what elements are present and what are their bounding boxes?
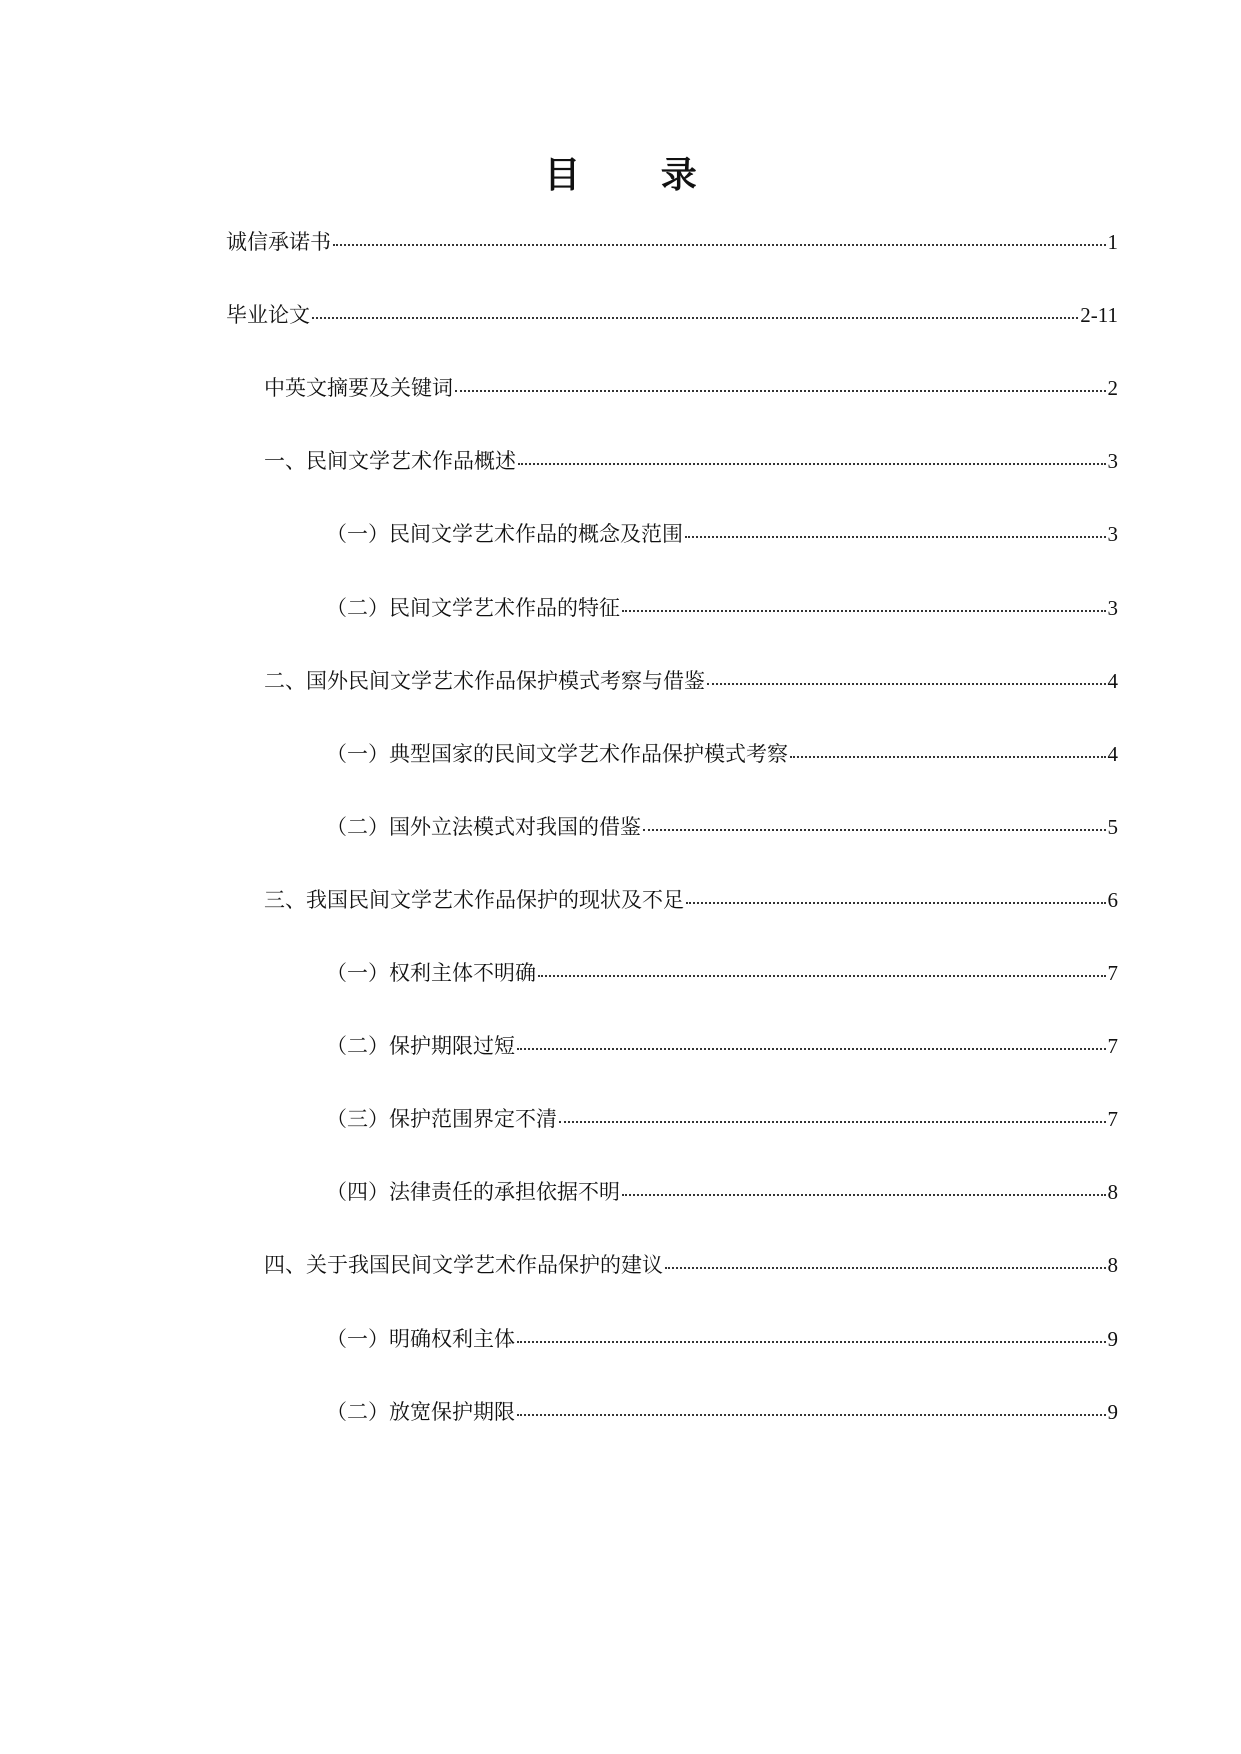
toc-entry-label: 二、国外民间文学艺术作品保护模式考察与借鉴 [264,669,705,693]
dot-leader [517,1317,1106,1343]
dot-leader [559,1097,1106,1123]
toc-entry-page-number: 4 [1107,742,1118,766]
toc-entry[interactable] [264,881,1118,915]
dot-leader [665,1243,1106,1269]
toc-entry-label: （一）民间文学艺术作品的概念及范围 [326,522,683,546]
toc-entry-page-number: 1 [1107,230,1118,254]
toc-entry[interactable] [226,223,1118,257]
toc-entry-page-number: 6 [1107,888,1118,912]
toc-entry-label: （一）权利主体不明确 [326,961,536,985]
toc-entry-label: （三）保护范围界定不清 [326,1107,557,1131]
page-title: 目 录 [544,155,731,196]
toc-entry[interactable] [326,1100,1118,1134]
toc-entry[interactable] [264,662,1118,696]
toc-entry[interactable] [326,1173,1118,1207]
toc-entry[interactable] [226,296,1118,330]
toc-entry[interactable] [326,735,1118,769]
toc-entry-label: 中英文摘要及关键词 [264,376,453,400]
toc-entry-page-number: 4 [1107,669,1118,693]
dot-leader [538,951,1106,977]
toc-entry[interactable] [326,808,1118,842]
toc-entry-label: （二）民间文学艺术作品的特征 [326,596,620,620]
dot-leader [686,878,1106,904]
toc-entry-label: 一、民间文学艺术作品概述 [264,449,516,473]
dot-leader [685,512,1106,538]
toc-entry-label: （一）典型国家的民间文学艺术作品保护模式考察 [326,742,788,766]
dot-leader [455,366,1106,392]
toc-entry-label: （一）明确权利主体 [326,1327,515,1351]
dot-leader [517,1390,1106,1416]
toc-entry-page-number: 5 [1107,815,1118,839]
toc-entry[interactable] [326,1320,1118,1354]
toc-entry-page-number: 3 [1107,449,1118,473]
toc-entry-page-number: 8 [1107,1253,1118,1277]
dot-leader [790,732,1106,758]
toc-entry-page-number: 9 [1107,1327,1118,1351]
dot-leader [622,1170,1106,1196]
toc-entry-label: 四、关于我国民间文学艺术作品保护的建议 [264,1253,663,1277]
toc-entry-page-number: 9 [1107,1400,1118,1424]
toc-entry[interactable] [326,589,1118,623]
dot-leader [707,659,1106,685]
toc-entry-label: 毕业论文 [226,303,310,327]
toc-entry-label: （二）放宽保护期限 [326,1400,515,1424]
toc-entry[interactable] [264,1246,1118,1280]
dot-leader [333,220,1106,246]
dot-leader [643,805,1106,831]
toc-entry[interactable] [264,442,1118,476]
dot-leader [622,586,1106,612]
toc-entry-page-number: 2 [1107,376,1118,400]
toc-entry-label: 三、我国民间文学艺术作品保护的现状及不足 [264,888,684,912]
toc-entry-label: （四）法律责任的承担依据不明 [326,1180,620,1204]
toc-entry-label: （二）国外立法模式对我国的借鉴 [326,815,641,839]
toc-entry-page-number: 7 [1107,961,1118,985]
dot-leader [517,1024,1106,1050]
toc-entry[interactable] [326,515,1118,549]
toc-entry[interactable] [326,1027,1118,1061]
toc-entry-page-number: 7 [1107,1034,1118,1058]
toc-entry-page-number: 3 [1107,522,1118,546]
dot-leader [518,439,1106,465]
toc-entry[interactable] [326,954,1118,988]
toc-entry[interactable] [264,369,1118,403]
dot-leader [312,293,1078,319]
toc-entry-page-number: 3 [1107,596,1118,620]
toc-entry[interactable] [326,1393,1118,1427]
toc-entry-page-number: 8 [1107,1180,1118,1204]
toc-entry-label: 诚信承诺书 [226,230,331,254]
toc-entry-page-number: 7 [1107,1107,1118,1131]
toc-entry-label: （二）保护期限过短 [326,1034,515,1058]
toc-entry-page-number: 2-11 [1080,303,1118,327]
